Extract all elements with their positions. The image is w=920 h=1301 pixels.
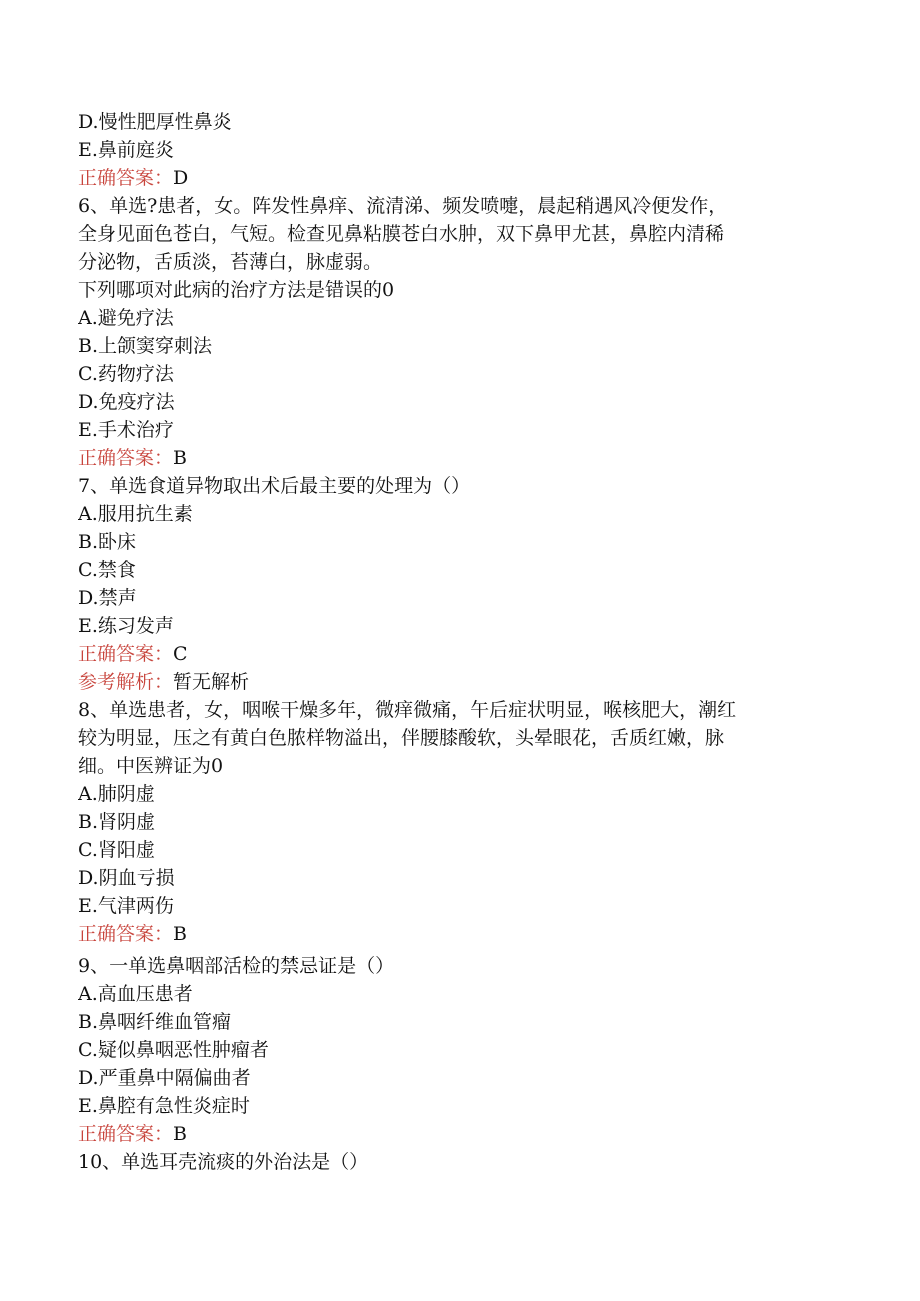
question-text: 较为明显，压之有黄白色脓样物溢出，伴腰膝酸软，头晕眼花，舌质红嫩，脉 [78, 727, 725, 749]
option-b: B.卧床 [78, 531, 137, 553]
answer-value: B [173, 923, 187, 945]
option-b: B.上颌窦穿刺法 [78, 335, 213, 357]
option-d: D.免疫疗法 [78, 391, 175, 413]
answer-label: 正确答案： [78, 643, 174, 665]
option-a: A.服用抗生素 [78, 503, 193, 525]
question-10 [78, 1148, 850, 1176]
question-5 [78, 108, 850, 192]
question-text: 8、单选患者，女，咽喉干燥多年，微痒微痛，午后症状明显，喉核肥大，潮红 [78, 699, 737, 721]
option-d: D.禁声 [78, 587, 137, 609]
answer-label: 正确答案： [78, 1123, 174, 1145]
question-text: 细。中医辨证为0 [78, 755, 224, 777]
question-9 [78, 952, 850, 1148]
option-e [78, 136, 850, 164]
question-text: 6、单选?患者，女。阵发性鼻痒、流清涕、频发喷嚏，晨起稍遇风冷便发作， [78, 195, 728, 217]
option-d [78, 108, 850, 136]
option-d: D.严重鼻中隔偏曲者 [78, 1067, 251, 1089]
analysis-value: 暂无解析 [173, 671, 250, 693]
question-text: 全身见面色苍白，气短。检查见鼻粘膜苍白水肿，双下鼻甲尤甚，鼻腔内清稀 [78, 223, 725, 245]
option-c: C.肾阳虚 [78, 839, 155, 861]
answer-label: 正确答案： [78, 923, 174, 945]
answer-label: 正确答案： [78, 447, 174, 469]
question-7 [78, 472, 850, 696]
analysis-label: 参考解析： [78, 671, 174, 693]
correct-answer [78, 920, 850, 948]
option-c: C.药物疗法 [78, 363, 174, 385]
question-text: 7、单选食道异物取出术后最主要的处理为（） [78, 475, 471, 497]
option-text: D.慢性肥厚性鼻炎 [78, 111, 232, 133]
option-b: B.肾阴虚 [78, 811, 156, 833]
option-c: C.疑似鼻咽恶性肿瘤者 [78, 1039, 269, 1061]
option-text: E.鼻前庭炎 [78, 139, 174, 161]
option-a: A.避免疗法 [78, 307, 174, 329]
question-text: 10、单选耳壳流痰的外治法是（） [78, 1151, 369, 1173]
option-d: D.阴血亏损 [78, 867, 175, 889]
question-prompt: 下列哪项对此病的治疗方法是错误的0 [78, 279, 395, 301]
answer-label: 正确答案： [78, 167, 174, 189]
question-text: 分泌物，舌质淡，苔薄白，脉虚弱。 [78, 251, 383, 273]
option-b: B.鼻咽纤维血管瘤 [78, 1011, 232, 1033]
answer-value: B [173, 1123, 187, 1145]
question-6 [78, 192, 850, 472]
option-a: A.高血压患者 [78, 983, 193, 1005]
correct-answer [78, 1120, 850, 1148]
correct-answer [78, 444, 850, 472]
option-e: E.气津两伤 [78, 895, 174, 917]
correct-answer [78, 640, 850, 668]
answer-value: D [173, 167, 189, 189]
reference-analysis [78, 668, 850, 696]
correct-answer [78, 164, 850, 192]
question-text: 9、一单选鼻咽部活检的禁忌证是（） [78, 955, 395, 977]
answer-value: C [173, 643, 188, 665]
option-e: E.手术治疗 [78, 419, 174, 441]
answer-value: B [173, 447, 187, 469]
option-e: E.鼻腔有急性炎症时 [78, 1095, 250, 1117]
question-8 [78, 696, 850, 948]
option-c: C.禁食 [78, 559, 136, 581]
option-e: E.练习发声 [78, 615, 174, 637]
option-a: A.肺阴虚 [78, 783, 155, 805]
